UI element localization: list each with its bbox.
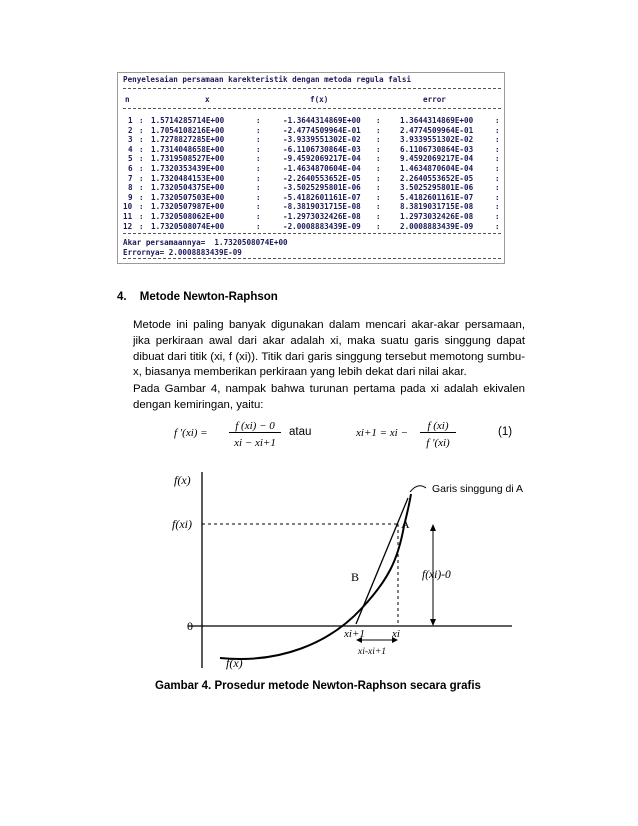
curve-label: f(x): [226, 656, 243, 670]
row-separator: :: [495, 173, 500, 183]
row-error: 2.0008883439E-09: [400, 221, 474, 231]
row-separator: :: [495, 183, 500, 193]
row-separator: :: [376, 183, 381, 193]
row-separator: :: [495, 202, 500, 212]
row-x: 1.7320353439E+00: [151, 163, 225, 173]
figure-svg: [140, 468, 540, 673]
row-fx: -1.3644314869E+00: [283, 116, 361, 125]
section-number: 4.: [117, 291, 127, 303]
paragraph-1: Metode ini paling banyak digunakan dalam mencari akar-akar persamaan, jika perkiraan awal dari akar adalah xi, maka suatu garis singgung dapat dibuat dari titik (xi, f (xi)). Titik dari garis singgung tersebut memotong sumbu-x, biasanya memberikan perkiraan yang lebih dekat dari nilai akar.: [133, 319, 525, 379]
row-n: 8: [128, 183, 133, 193]
row-x: 1.7320507503E+00: [151, 192, 225, 202]
row-separator: :: [256, 144, 261, 154]
table-row: [123, 135, 501, 145]
row-n: 2: [128, 125, 133, 135]
eq-lhs: f '(xi) =: [174, 427, 208, 439]
eq-atau: atau: [289, 426, 312, 438]
table-row: [123, 174, 501, 184]
row-separator: :: [139, 192, 144, 202]
table-row: [123, 116, 501, 126]
row-error: 8.3819031715E-08: [400, 202, 474, 212]
row-separator: :: [495, 135, 500, 145]
row-error: 2.4774509964E-01: [400, 125, 474, 135]
point-b-label: B: [351, 570, 360, 584]
width-label: xi-xi+1: [358, 647, 387, 657]
col-error: error: [423, 95, 446, 104]
row-separator: :: [376, 202, 381, 212]
eq-den1: xi − xi+1: [234, 437, 276, 449]
regula-falsi-output: [117, 72, 505, 264]
row-n: 9: [128, 192, 133, 202]
xi-label: xi: [392, 628, 400, 640]
row-fx: -8.3819031715E-08: [283, 202, 361, 212]
row-fx: -9.4592069217E-04: [283, 154, 361, 164]
row-separator: :: [376, 125, 381, 135]
row-separator: :: [256, 202, 261, 212]
row-n: 7: [128, 173, 133, 183]
row-separator: :: [139, 211, 144, 221]
root-line: Akar persamaannya= 1.7320508074E+00: [123, 238, 288, 247]
table-row: [123, 202, 501, 212]
row-error: 6.1106730864E-03: [400, 144, 474, 154]
row-error: 1.3644314869E+00: [400, 116, 474, 125]
eq-lhs2: xi+1 = xi −: [356, 427, 408, 439]
row-separator: :: [256, 116, 261, 125]
row-separator: :: [139, 116, 144, 125]
console-rows: [123, 116, 501, 231]
row-fx: -1.4634870604E-04: [283, 163, 361, 173]
table-row: [123, 222, 501, 232]
col-n: n: [125, 95, 130, 104]
row-separator: :: [256, 183, 261, 193]
figure-caption: Gambar 4. Prosedur metode Newton-Raphson secara grafis: [155, 680, 481, 692]
row-separator: :: [256, 211, 261, 221]
row-separator: :: [495, 154, 500, 164]
row-separator: :: [495, 211, 500, 221]
row-separator: :: [139, 144, 144, 154]
row-x: 1.7314048658E+00: [151, 144, 225, 154]
row-n: 11: [123, 211, 133, 221]
console-title: Penyelesaian persamaan karekteristik dengan metoda regula falsi: [123, 75, 412, 84]
table-row: [123, 126, 501, 136]
row-error: 9.4592069217E-04: [400, 154, 474, 164]
function-curve: [220, 494, 411, 659]
error-line: Errornya= 2.0008883439E-09: [123, 247, 242, 257]
row-separator: :: [139, 154, 144, 164]
tangent-note: Garis singgung di A: [432, 483, 524, 495]
console-columns: [123, 95, 501, 105]
section-title: Metode Newton-Raphson: [139, 291, 278, 303]
paragraph-2: Pada Gambar 4, nampak bahwa turunan pertama pada xi adalah ekivalen dengan kemiringan, yaitu:: [133, 383, 525, 411]
row-fx: -2.0008883439E-09: [283, 221, 361, 231]
row-separator: :: [256, 154, 261, 164]
row-separator: :: [139, 163, 144, 173]
arrow-up: [430, 524, 436, 531]
row-n: 5: [128, 154, 133, 164]
row-x: 1.7320504375E+00: [151, 183, 225, 193]
row-separator: :: [495, 144, 500, 154]
row-separator: :: [139, 183, 144, 193]
console-divider: [123, 108, 501, 109]
row-error: 2.2640553652E-05: [400, 173, 474, 183]
row-n: 4: [128, 144, 133, 154]
section-heading: [117, 291, 278, 303]
table-row: [123, 154, 501, 164]
row-separator: :: [376, 221, 381, 231]
row-separator: :: [139, 221, 144, 231]
row-n: 12: [123, 221, 133, 231]
table-row: [123, 145, 501, 155]
row-x: 1.7278827285E+00: [151, 135, 225, 145]
row-n: 1: [128, 116, 133, 125]
row-error: 5.4182601161E-07: [400, 192, 474, 202]
row-x: 1.7320508074E+00: [151, 221, 225, 231]
arrow-down: [430, 619, 436, 626]
console-divider: [123, 233, 501, 234]
row-separator: :: [376, 192, 381, 202]
table-row: [123, 164, 501, 174]
point-a-label: A: [401, 517, 410, 531]
row-fx: -1.2973032426E-08: [283, 211, 361, 221]
row-x: 1.7320484153E+00: [151, 173, 225, 183]
row-separator: :: [256, 163, 261, 173]
row-separator: :: [495, 221, 500, 231]
note-pointer: [410, 486, 426, 492]
row-separator: :: [256, 221, 261, 231]
row-fx: -6.1106730864E-03: [283, 144, 361, 154]
row-separator: :: [376, 116, 381, 125]
row-x: 1.5714285714E+00: [151, 116, 225, 125]
console-divider: [123, 258, 501, 259]
row-separator: :: [376, 144, 381, 154]
row-separator: :: [495, 125, 500, 135]
row-separator: :: [376, 154, 381, 164]
row-separator: :: [256, 173, 261, 183]
row-n: 10: [123, 202, 133, 212]
eq-num2: f (xi): [420, 420, 456, 433]
row-x: 1.7319508527E+00: [151, 154, 225, 164]
row-separator: :: [495, 163, 500, 173]
row-separator: :: [139, 125, 144, 135]
row-x: 1.7320507987E+00: [151, 202, 225, 212]
row-separator: :: [495, 192, 500, 202]
col-fx: f(x): [310, 95, 329, 104]
newton-raphson-figure: [140, 468, 540, 678]
row-separator: :: [256, 125, 261, 135]
table-row: [123, 193, 501, 203]
row-x: 1.7054108216E+00: [151, 125, 225, 135]
row-separator: :: [376, 163, 381, 173]
row-separator: :: [139, 202, 144, 212]
row-error: 1.2973032426E-08: [400, 211, 474, 221]
row-separator: :: [495, 116, 500, 125]
row-separator: :: [139, 135, 144, 145]
height-label: f(xi)-0: [422, 569, 451, 581]
row-separator: :: [376, 173, 381, 183]
row-n: 6: [128, 163, 133, 173]
row-fx: -3.9339551302E-02: [283, 135, 361, 145]
y-axis-label: f(x): [174, 473, 191, 487]
fxi-label: f(xi): [172, 517, 192, 531]
zero-label: 0: [187, 619, 193, 633]
eq-number: (1): [498, 426, 513, 438]
row-error: 3.5025295801E-06: [400, 183, 474, 193]
col-x: x: [205, 95, 210, 104]
row-error: 3.9339551302E-02: [400, 135, 474, 145]
table-row: [123, 183, 501, 193]
console-footer: [123, 238, 288, 257]
row-separator: :: [376, 135, 381, 145]
row-n: 3: [128, 135, 133, 145]
row-fx: -5.4182601161E-07: [283, 192, 361, 202]
row-error: 1.4634870604E-04: [400, 163, 474, 173]
row-separator: :: [256, 135, 261, 145]
row-fx: -2.4774509964E-01: [283, 125, 361, 135]
row-fx: -2.2640553652E-05: [283, 173, 361, 183]
row-separator: :: [376, 211, 381, 221]
row-separator: :: [256, 192, 261, 202]
xi1-label: xi+1: [344, 628, 365, 640]
eq-num1: f (xi) − 0: [229, 420, 281, 433]
row-fx: -3.5025295801E-06: [283, 183, 361, 193]
row-separator: :: [139, 173, 144, 183]
row-x: 1.7320508062E+00: [151, 211, 225, 221]
table-row: [123, 212, 501, 222]
console-divider: [123, 88, 501, 89]
eq-den2: f '(xi): [426, 437, 450, 449]
